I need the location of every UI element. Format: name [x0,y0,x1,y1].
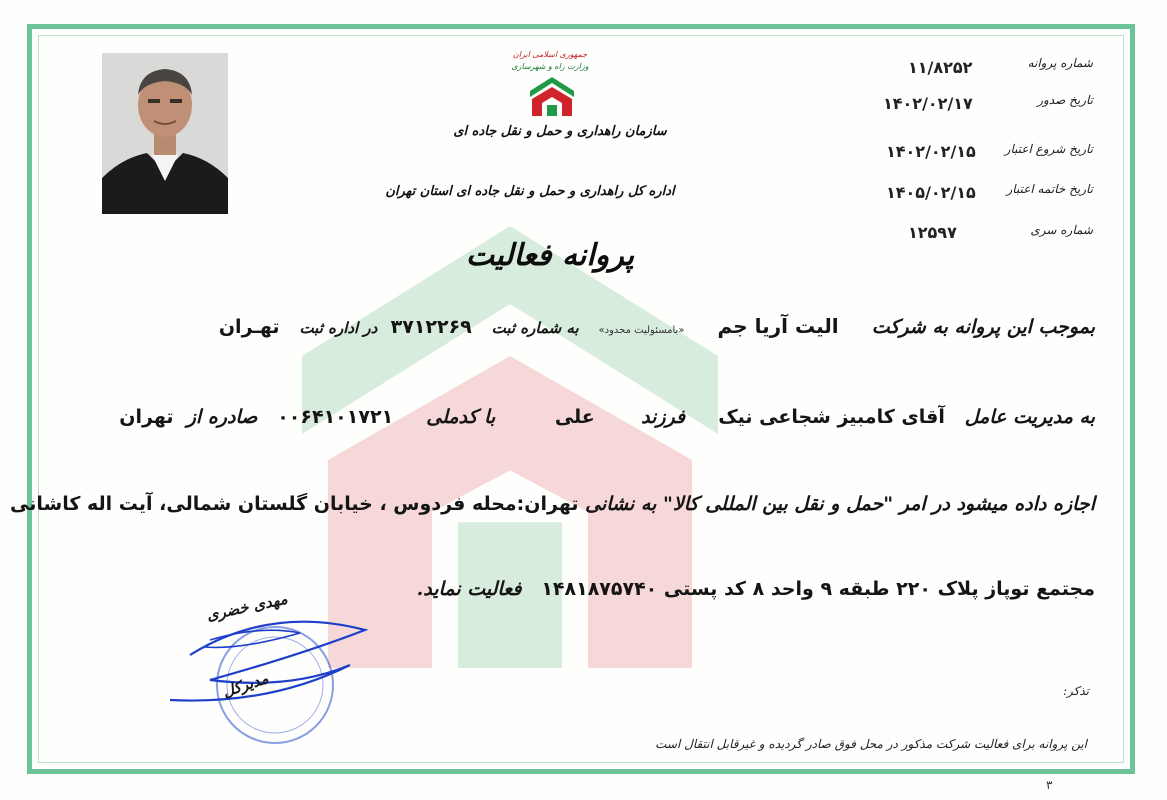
issued-from-label: صادره از [186,406,258,428]
issued-city: تهران [119,406,174,428]
provincial-office-name: اداره کل راهداری و حمل و نقل جاده ای استان تهران [385,184,675,199]
page-number: ۳ [1046,778,1053,792]
national-id-label: با کدملی [426,406,496,428]
child-of-label: فرزند [641,406,686,428]
line1-prefix: بموجب این پروانه به شرکت [871,316,1095,338]
activity-type: "حمل و نقل بین المللی کالا" [663,493,894,515]
note-label: تذکر: [1062,684,1089,698]
ministry-line-2: وزارت راه و شهرسازی [511,62,589,71]
company-name: الیت آریا جم [717,314,839,338]
line3-prefix: اجازه داده میشود در امر [899,493,1095,515]
portrait-photo [102,53,228,214]
national-id-number: ۰۰۶۴۱۰۱۷۲۱ [277,406,394,428]
address-label: به نشانی [585,493,657,515]
validity-start-value: ۱۴۰۲/۰۲/۱۵ [886,142,976,161]
address-line-2: مجتمع توپاز پلاک ۲۲۰ طبقه ۹ واحد ۸ کد پستی ۱۴۸۱۸۷۵۷۴۰ [541,578,1095,600]
signatory-name: مهدی خضری [205,589,290,625]
father-name: علی [554,406,595,428]
person-photo-icon [102,53,228,214]
note-text: این پروانه برای فعالیت شرکت مذکور در محل فوق صادر گردیده و غیرقابل انتقال است [655,737,1087,751]
manager-name: آقای کامبیز شجاعی نیک [718,406,945,428]
ministry-line-1: جمهوری اسلامی ایران [512,50,588,59]
line4-suffix: فعالیت نماید. [416,578,522,600]
issue-date-label: تاریخ صدور [1037,93,1093,107]
organization-name: سازمان راهداری و حمل و نقل جاده ای [453,124,667,139]
document-title: پروانه فعالیت [465,238,635,273]
registration-office-label: در اداره ثبت [299,319,378,337]
address-line-1: تهران:محله فردوس ، خیابان گلستان شمالی، آیت اله کاشانی [10,493,579,515]
issue-date-value: ۱۴۰۲/۰۲/۱۷ [883,94,973,113]
license-number-label: شماره پروانه [1027,56,1093,70]
body-line-3 [10,493,1095,515]
body-line-1 [65,314,1095,338]
liability-type: «بامسئولیت محدود» [598,325,685,336]
serial-number-label: شماره سری [1030,223,1093,237]
license-number-value: ۱۱/۸۲۵۲ [908,58,973,77]
registration-city: تهـران [218,316,280,338]
validity-end-value: ۱۴۰۵/۰۲/۱۵ [886,183,976,202]
serial-number-value: ۱۲۵۹۷ [908,223,957,242]
validity-end-label: تاریخ خاتمه اعتبار [1006,182,1093,196]
registration-number: ۳۷۱۲۲۶۹ [390,316,472,338]
body-line-2 [65,406,1095,428]
registration-label: به شماره ثبت [491,319,579,337]
validity-start-label: تاریخ شروع اعتبار [1004,142,1093,156]
line2-prefix: به مدیریت عامل [964,406,1095,428]
signatory-title: مدیرکل [220,669,271,701]
road-organization-logo-icon [528,75,576,117]
